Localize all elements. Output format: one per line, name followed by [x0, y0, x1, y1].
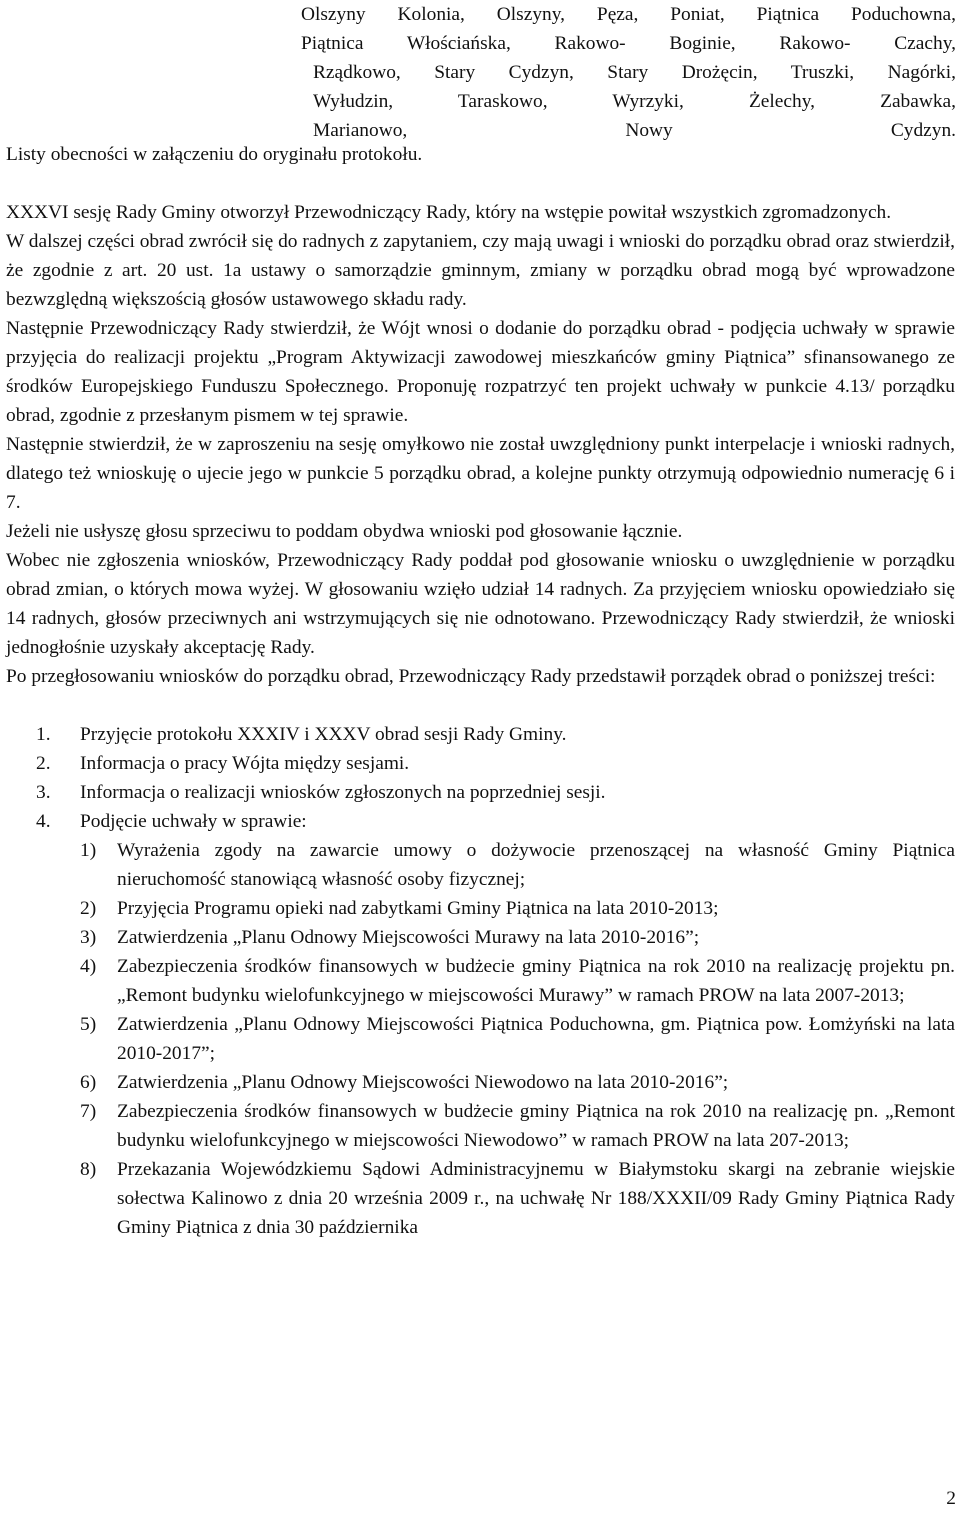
- agenda-item-text: Informacja o realizacji wniosków zgłoszonych na poprzedniej sesji.: [80, 782, 606, 803]
- agenda-item-text: Informacja o pracy Wójta między sesjami.: [80, 753, 410, 774]
- paragraph-wojt-request: Następnie Przewodniczący Rady stwierdził, że Wójt wnosi o dodanie do porządku obrad - podjęcia uchwały w sprawie przyjęcia do realizacji projektu „Program Aktywizacji zawodowej mieszkańców gminy Piątnica” sfinansowanego ze środków Europejskiego Funduszu Społecznego. Proponuję rozpatrzyć ten projekt uchwały w punkcie 4.13/ porządku obrad, zgodnie z przesłanym pismem w tej sprawie.: [6, 318, 955, 426]
- agenda-item: [6, 778, 955, 807]
- resolution-item: [6, 952, 955, 1010]
- agenda-item: [6, 720, 955, 749]
- village-list-line: Marianowo, Nowy Cydzyn.: [313, 120, 956, 141]
- resolution-item: [6, 1010, 955, 1068]
- agenda-item: [6, 807, 955, 836]
- resolution-item-text: Zatwierdzenia „Planu Odnowy Miejscowości Niewodowo na lata 2010-2016”;: [117, 1072, 729, 1093]
- resolution-item: [6, 836, 955, 894]
- agenda-item-text: Podjęcie uchwały w sprawie:: [80, 811, 307, 832]
- attendance-note: Listy obecności w załączeniu do oryginału protokołu.: [6, 144, 423, 165]
- resolution-item: [6, 1097, 955, 1155]
- resolution-item-text: Zabezpieczenia środków finansowych w budżecie gminy Piątnica na rok 2010 na realizację projektu pn. „Remont budynku wielofunkcyjnego w miejscowości Murawy” w ramach PROW na lata 2007-2013;: [117, 956, 955, 1006]
- paragraph-no-objection: Jeżeli nie usłyszę głosu sprzeciwu to poddam obydwa wnioski pod głosowanie łącznie.: [6, 521, 683, 542]
- resolution-item-number: 7): [80, 1101, 97, 1122]
- resolution-item-text: Przyjęcia Programu opieki nad zabytkami Gminy Piątnica na lata 2010-2013;: [117, 898, 719, 919]
- resolution-item-number: 3): [80, 927, 97, 948]
- resolution-item-number: 6): [80, 1072, 97, 1093]
- resolution-item: [6, 923, 955, 952]
- agenda-item-number: 4.: [36, 811, 51, 832]
- village-list: [301, 0, 956, 145]
- agenda-item-number: 1.: [36, 724, 51, 745]
- resolution-item-text: Zabezpieczenia środków finansowych w budżecie gminy Piątnica na rok 2010 na realizację pn. „Remont budynku wielofunkcyjnego w miejscowości Niewodowo” w ramach PROW na lata 207-2013;: [117, 1101, 955, 1151]
- village-list-line: Rządkowo, Stary Cydzyn, Stary Drożęcin, Truszki, Nagórki,: [313, 62, 956, 83]
- agenda-item: [6, 749, 955, 778]
- resolution-item: [6, 894, 955, 923]
- paragraph-agenda-intro: Po przegłosowaniu wniosków do porządku obrad, Przewodniczący Rady przedstawił porządek obrad o poniższej treści:: [6, 666, 936, 687]
- resolution-item: [6, 1155, 955, 1242]
- agenda-list: [6, 720, 955, 836]
- resolution-item-text: Przekazania Wojewódzkiemu Sądowi Administracyjnemu w Białymstoku skargi na zebranie wiejskie sołectwa Kalinowo z dnia 20 września 2009 r., na uchwałę Nr 188/XXXII/09 Rady Gminy Piątnica Rady Gminy Piątnica z dnia 30 października: [117, 1159, 955, 1238]
- resolution-list: [6, 836, 955, 1242]
- village-list-line: Wyłudzin, Taraskowo, Wyrzyki, Żelechy, Zabawka,: [313, 91, 956, 112]
- paragraph-vote: Wobec nie zgłoszenia wniosków, Przewodniczący Rady poddał pod głosowanie wniosku o uwzględnienie w porządku obrad zmian, o których mowa wyżej. W głosowaniu wzięło udział 14 radnych. Za przyjęciem wniosku opowiedziało się 14 radnych, głosów przeciwnych ani wstrzymujących się nie odnotowano. Przewodniczący Rady stwierdził, że wnioski jednogłośnie uzyskały akceptację Rady.: [6, 550, 955, 658]
- agenda-item-number: 3.: [36, 782, 51, 803]
- resolution-item-number: 8): [80, 1159, 97, 1180]
- resolution-item-text: Zatwierdzenia „Planu Odnowy Miejscowości Murawy na lata 2010-2016”;: [117, 927, 700, 948]
- agenda-item-number: 2.: [36, 753, 51, 774]
- agenda-item-text: Przyjęcie protokołu XXXIV i XXXV obrad sesji Rady Gminy.: [80, 724, 567, 745]
- document-body: [6, 140, 955, 1242]
- page-number: 2: [946, 1488, 956, 1509]
- paragraph-question: W dalszej części obrad zwrócił się do radnych z zapytaniem, czy mają uwagi i wnioski do porządku obrad oraz stwierdził, że zgodnie z art. 20 ust. 1a ustawy o samorządzie gminnym, zmiany w porządku obrad mogą być wprowadzone bezwzględną większością głosów ustawowego składu rady.: [6, 231, 955, 310]
- resolution-item-number: 2): [80, 898, 97, 919]
- resolution-item-number: 5): [80, 1014, 97, 1035]
- paragraph-opening: XXXVI sesję Rady Gminy otworzył Przewodniczący Rady, który na wstępie powitał wszystkich zgromadzonych.: [6, 202, 892, 223]
- resolution-item: [6, 1068, 955, 1097]
- village-list-line: Olszyny Kolonia, Olszyny, Pęza, Poniat, Piątnica Poduchowna,: [301, 4, 956, 25]
- resolution-item-text: Wyrażenia zgody na zawarcie umowy o dożywocie przenoszącej na własność Gminy Piątnica nieruchomość stanowiącą własność osoby fizycznej;: [117, 840, 955, 890]
- paragraph-omission: Następnie stwierdził, że w zaproszeniu na sesję omyłkowo nie został uwzględniony punkt interpelacje i wnioski radnych, dlatego też wnioskuję o ujecie jego w punkcie 5 porządku obrad, a kolejne punkty otrzymują odpowiednio numerację 6 i 7.: [6, 434, 955, 513]
- resolution-item-text: Zatwierdzenia „Planu Odnowy Miejscowości Piątnica Poduchowna, gm. Piątnica pow. Łomżyński na lata 2010-2017”;: [117, 1014, 955, 1064]
- resolution-item-number: 1): [80, 840, 97, 861]
- resolution-item-number: 4): [80, 956, 97, 977]
- village-list-line: Piątnica Włościańska, Rakowo- Boginie, Rakowo- Czachy,: [301, 33, 956, 54]
